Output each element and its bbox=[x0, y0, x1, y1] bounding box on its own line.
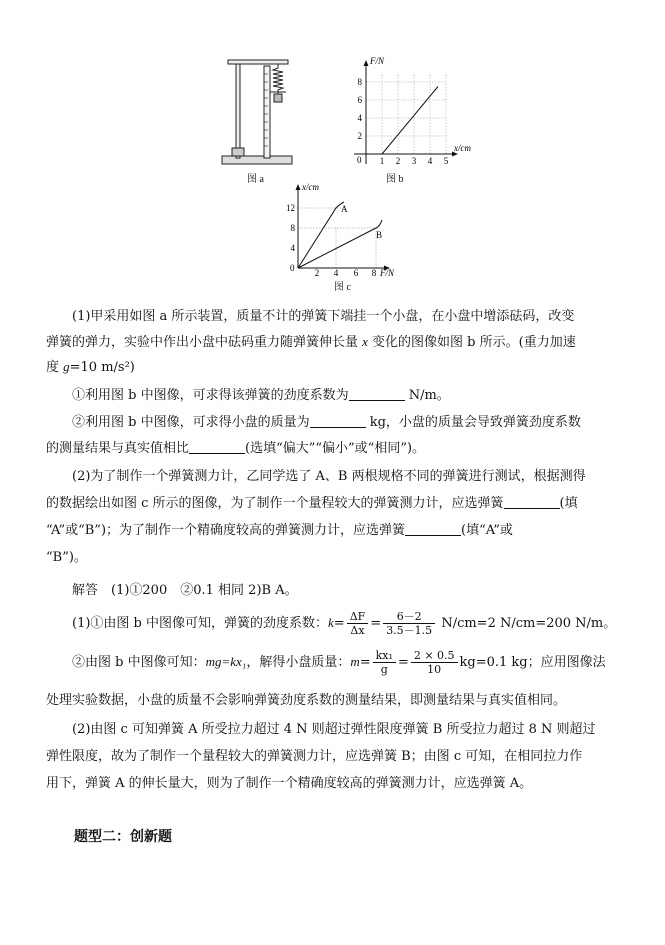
paragraph-2d: “B”)。 bbox=[46, 550, 87, 565]
answer-blank bbox=[310, 413, 366, 428]
xtick: 3 bbox=[411, 156, 417, 166]
figure-c-caption: 图 c bbox=[334, 282, 351, 293]
xtick: 1 bbox=[379, 156, 385, 166]
question-2b: 的测量结果与真实值相比 (选填“偏大”“偏小”或“相同”)。 bbox=[46, 441, 426, 456]
fraction: $\frac{6-2}{3.5-1.5}$ bbox=[383, 610, 435, 637]
ytick: 4 bbox=[290, 243, 295, 253]
section-heading: 题型二：创新题 bbox=[74, 829, 172, 845]
answer-blank bbox=[189, 439, 245, 454]
paragraph-1: (1)甲采用如图 a 所示装置，质量不计的弹簧下端挂一个小盘，在小盘中增添砝码，改变 bbox=[72, 309, 575, 324]
figure-b-caption: 图 b bbox=[386, 174, 404, 185]
answer-blank bbox=[504, 494, 560, 509]
ytick: 8 bbox=[290, 223, 295, 233]
origin-label: 0 bbox=[290, 263, 295, 273]
ylabel: x/cm bbox=[302, 182, 319, 192]
origin-label: 0 bbox=[357, 155, 362, 165]
ytick: 4 bbox=[357, 113, 362, 123]
question-1: ①利用图 b 中图像，可求得该弹簧的劲度系数为 N/m。 bbox=[72, 388, 450, 403]
ytick: 8 bbox=[357, 77, 362, 87]
answer-line: 解答 (1)①200 ②0.1 相同 2)B A。 bbox=[72, 583, 298, 598]
spring-a-curve bbox=[298, 202, 344, 268]
fraction: $\frac{\text{kx₁}}{g}$ bbox=[373, 649, 396, 676]
solution-3c: 用下，弹簧 A 的伸长量大，则为了制作一个精确度较高的弹簧测力计，应选弹簧 A。 bbox=[46, 776, 533, 791]
xtick: 6 bbox=[353, 268, 359, 276]
question-2: ②利用图 b 中图像，可求得小盘的质量为 kg，小盘的质量会导致弹簧劲度系数 bbox=[72, 415, 581, 430]
ytick: 6 bbox=[357, 95, 362, 105]
data-line bbox=[382, 87, 438, 155]
figure-a-apparatus bbox=[220, 52, 295, 168]
label-a: A bbox=[341, 204, 348, 214]
ytick: 12 bbox=[286, 203, 295, 213]
paragraph-2c: “A”或“B”)；为了制作一个精确度较高的弹簧测力计，应选弹簧 (填“A”或 bbox=[46, 523, 513, 538]
xtick: 2 bbox=[314, 268, 320, 276]
answer-blank bbox=[405, 521, 461, 536]
paragraph-1c: 度 g=10 m/s²) bbox=[46, 359, 135, 375]
ylabel: F/N bbox=[370, 56, 385, 66]
figure-b-graph bbox=[336, 52, 476, 170]
xtick: 2 bbox=[395, 156, 401, 166]
xtick: 8 bbox=[371, 268, 377, 276]
xtick: 5 bbox=[443, 156, 449, 166]
paragraph-2b: 的数据绘出如图 c 所示的图像，为了制作一个量程较大的弹簧测力计，应选弹簧 (填 bbox=[46, 496, 578, 511]
solution-3b: 弹性限度，故为了制作一个量程较大的弹簧测力计，应选弹簧 B；由图 c 可知，在相同拉力作 bbox=[46, 749, 583, 764]
spring-b-curve bbox=[298, 220, 382, 268]
xlabel: F/N bbox=[380, 268, 395, 276]
solution-1: (1)①由图 b 中图像可知，弹簧的劲度系数：k= $\frac{\Delta F}{\Delta x}$ = $\frac{6-2}{3.5-1.5}$ N/cm=2 N/cm=200 N/m。 bbox=[72, 610, 617, 637]
ytick: 2 bbox=[357, 131, 362, 141]
fraction: $\frac{2 \times 0.5}{10}$ bbox=[411, 649, 458, 676]
xlabel: x/cm bbox=[454, 143, 471, 153]
solution-2: ②由图 b 中图像可知：mg=kx₁，解得小盘质量：m= $\frac{\text{kx₁}}{g}$ = $\frac{2 \times 0.5}{10}$ kg=0.1 kg；应用图像法 bbox=[72, 649, 606, 676]
fraction: $\frac{\Delta F}{\Delta x}$ bbox=[347, 610, 369, 637]
figure-a-caption: 图 a bbox=[247, 174, 264, 185]
xtick: 4 bbox=[427, 156, 433, 166]
xtick: 4 bbox=[333, 268, 339, 276]
paragraph-1b: 弹簧的弹力，实验中作出小盘中砝码重力随弹簧伸长量 x 变化的图像如图 b 所示。(重力加速 bbox=[46, 334, 576, 350]
answer-blank bbox=[349, 386, 405, 401]
figure-c-graph bbox=[280, 180, 410, 276]
label-b: B bbox=[376, 230, 383, 240]
solution-3: (2)由图 c 可知弹簧 A 所受拉力超过 4 N 则超过弹性限度弹簧 B 所受拉力超过 8 N 则超过 bbox=[72, 722, 596, 737]
paragraph-2: (2)为了制作一个弹簧测力计，乙同学选了 A、B 两根规格不同的弹簧进行测试，根据测得 bbox=[72, 469, 586, 484]
solution-2b: 处理实验数据，小盘的质量不会影响弹簧劲度系数的测量结果，即测量结果与真实值相同。 bbox=[46, 693, 567, 708]
